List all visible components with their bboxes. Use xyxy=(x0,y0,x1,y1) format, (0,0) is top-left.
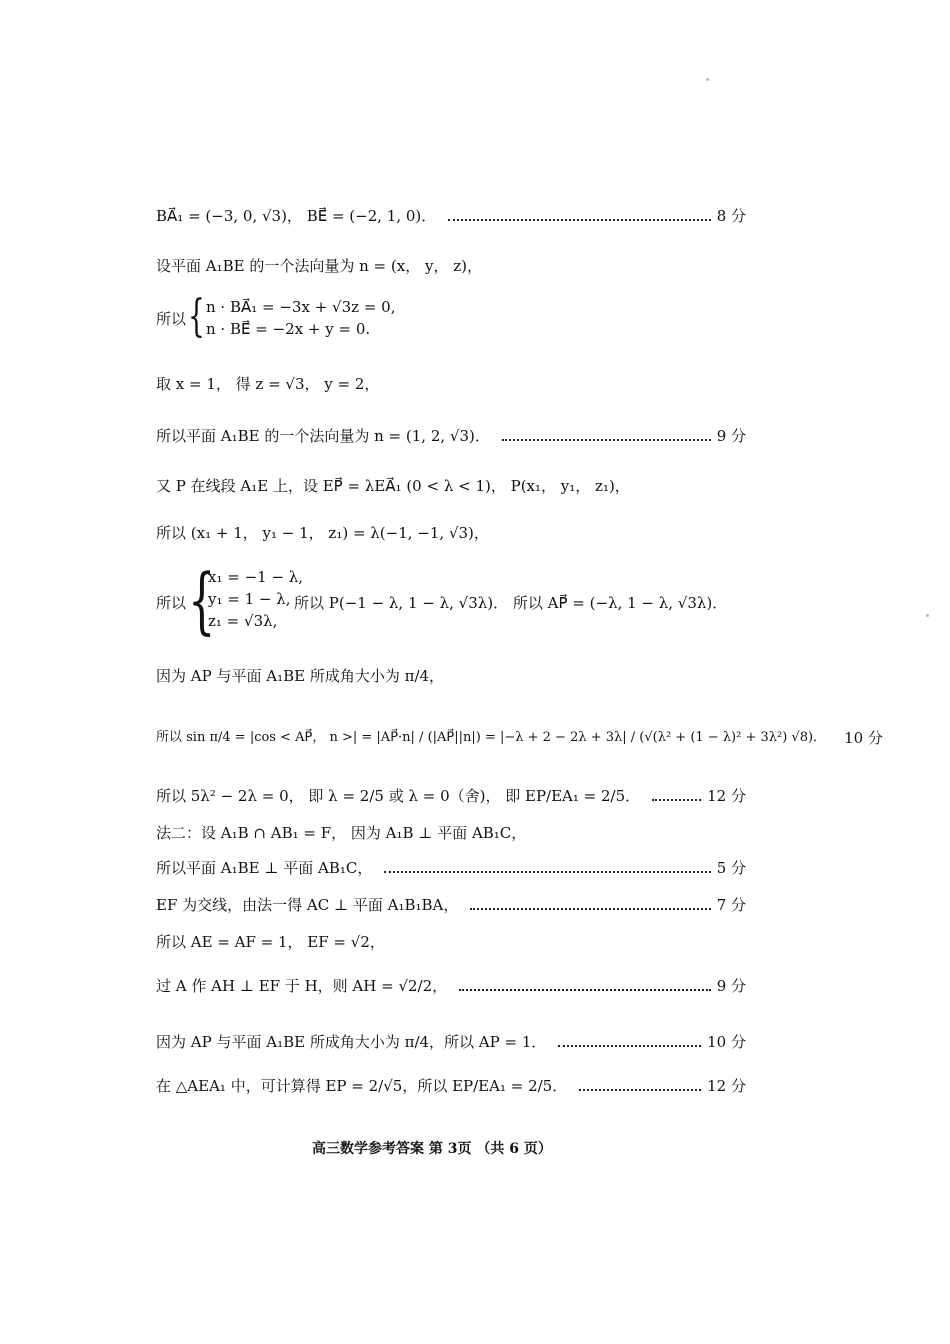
solution-line xyxy=(156,523,746,543)
score-mark: 10 分 xyxy=(707,1033,746,1051)
solution-line xyxy=(156,666,746,686)
dot-leader xyxy=(470,908,710,910)
score-mark: 12 分 xyxy=(707,787,746,805)
solution-line xyxy=(156,1076,746,1096)
brace-symbol: { xyxy=(188,558,216,642)
solution-line xyxy=(156,823,746,843)
score-mark: 9 分 xyxy=(716,977,746,995)
score-mark: 9 分 xyxy=(716,427,746,445)
solution-line xyxy=(156,858,746,878)
line-text: 过 A 作 AH ⊥ EF 于 H，则 AH = √2/2， xyxy=(156,977,448,995)
line-text: 因为 AP 与平面 A₁BE 所成角大小为 π/4，所以 AP = 1． xyxy=(156,1033,547,1051)
equation: z₁ = √3λ, xyxy=(208,612,278,630)
score-mark: 12 分 xyxy=(707,1077,746,1095)
dot-leader xyxy=(448,219,710,221)
line-text: 所以平面 A₁BE 的一个法向量为 n = (1, 2, √3)． xyxy=(156,427,490,445)
line-text: 所以平面 A₁BE ⊥ 平面 AB₁C， xyxy=(156,859,373,877)
score-mark: 5 分 xyxy=(716,859,746,877)
line-text: 所以 sin π/4 = |cos < AP⃗， n >| = |AP⃗·n| / (|AP⃗||n|) = |−λ + 2 − 2λ + 3λ| / (√(λ² + (1 − λ)² + 3λ²) √8)． xyxy=(156,730,827,745)
score-mark: 8 分 xyxy=(716,207,746,225)
equation-stack xyxy=(206,296,395,340)
system-conclusion: 所以 P(−1 − λ, 1 − λ, √3λ)． 所以 AP⃗ = (−λ, 1 − λ, √3λ)． xyxy=(294,594,728,612)
solution-line xyxy=(156,895,746,915)
solution-line xyxy=(156,1032,746,1052)
brace-symbol: { xyxy=(188,291,205,342)
dot-leader xyxy=(579,1089,701,1091)
solution-line xyxy=(156,728,883,748)
line-text: 又 P 在线段 A₁E 上，设 EP⃗ = λEA⃗₁ (0 < λ < 1)， P(x₁， y₁， z₁)， xyxy=(156,477,630,495)
equation-stack xyxy=(208,566,303,632)
dot-leader xyxy=(558,1045,701,1047)
equation-system xyxy=(156,558,746,642)
line-text: 所以 AE = AF = 1， EF = √2， xyxy=(156,933,385,951)
dot-leader xyxy=(459,989,711,991)
dot-leader xyxy=(652,799,701,801)
scan-speck xyxy=(926,614,929,617)
solution-line xyxy=(156,256,746,276)
solution-line xyxy=(156,976,746,996)
solution-line xyxy=(156,476,746,496)
line-text: 因为 AP 与平面 A₁BE 所成角大小为 π/4， xyxy=(156,667,445,685)
solution-line xyxy=(156,932,746,952)
equation-system xyxy=(156,292,456,346)
page-footer: 高三数学参考答案 第 3页 （共 6 页） xyxy=(312,1141,552,1157)
line-text: 所以 5λ² − 2λ = 0， 即 λ = 2/5 或 λ = 0（舍)， 即 EP/EA₁ = 2/5． xyxy=(156,787,641,805)
line-text: EF 为交线，由法一得 AC ⊥ 平面 A₁B₁BA， xyxy=(156,896,459,914)
system-label: 所以 xyxy=(156,310,187,328)
equation: x₁ = −1 − λ, xyxy=(208,568,304,586)
solution-line xyxy=(156,374,746,394)
solution-line xyxy=(156,426,746,446)
equation: n · BA⃗₁ = −3x + √3z = 0, xyxy=(206,298,396,316)
dot-leader xyxy=(384,871,710,873)
line-text: 在 △AEA₁ 中，可计算得 EP = 2/√5，所以 EP/EA₁ = 2/5． xyxy=(156,1077,568,1095)
dot-leader xyxy=(502,439,711,441)
line-text: BA⃗₁ = (−3, 0, √3)， BE⃗ = (−2, 1, 0)． xyxy=(156,207,437,225)
equation: n · BE⃗ = −2x + y = 0. xyxy=(206,320,371,338)
line-text: 法二：设 A₁B ∩ AB₁ = F， 因为 A₁B ⊥ 平面 AB₁C， xyxy=(156,824,527,842)
score-mark: 7 分 xyxy=(716,896,746,914)
solution-line xyxy=(156,206,746,226)
scan-speck xyxy=(706,78,709,81)
line-text: 所以 (x₁ + 1， y₁ − 1， z₁) = λ(−1, −1, √3)， xyxy=(156,524,489,542)
equation: y₁ = 1 − λ, xyxy=(208,590,291,608)
system-label: 所以 xyxy=(156,594,187,612)
line-text: 取 x = 1， 得 z = √3， y = 2， xyxy=(156,375,380,393)
score-mark: 10 分 xyxy=(844,729,883,747)
solution-line xyxy=(156,786,746,806)
line-text: 设平面 A₁BE 的一个法向量为 n = (x， y， z)， xyxy=(156,257,482,275)
